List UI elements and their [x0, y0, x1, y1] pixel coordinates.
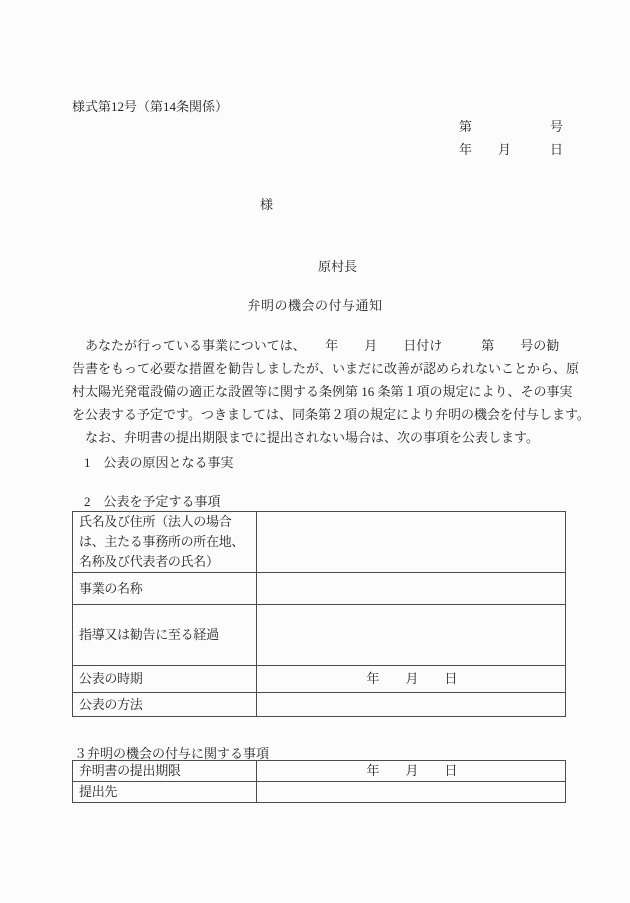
row-value: [257, 512, 566, 573]
table-row-publication-time: [73, 666, 566, 693]
document-number-line: 第 号: [459, 119, 564, 134]
table-row-submission-destination: [73, 782, 566, 803]
body-line-3: 村太陽光発電設備の適正な設置等に関する条例第 16 条第１項の規定により、その事実: [72, 384, 573, 399]
body-line-4: を公表する予定です。つきましては、同条第２項の規定により弁明の機会を付与します。: [72, 407, 590, 422]
table-row-guidance-history: [73, 605, 566, 666]
table-row-statement-deadline: [73, 761, 566, 782]
row-value-date: 年 月 日: [257, 666, 566, 693]
row-value: [257, 605, 566, 666]
row-label: 氏名及び住所（法人の場合は、主たる事務所の所在地、名称及び代表者の氏名）: [73, 512, 257, 573]
document-date-line: 年 月 日: [459, 141, 564, 157]
row-value-date: 年 月 日: [257, 761, 566, 782]
row-label: 公表の時期: [73, 666, 257, 693]
body-line-1: あなたが行っている事業については、 年 月 日付け 第 号の勧: [72, 338, 560, 353]
document-title: 弁明の機会の付与通知: [247, 298, 383, 313]
row-label: 公表の方法: [73, 693, 257, 717]
section-1-heading: 1 公表の原因となる事実: [84, 455, 234, 470]
form-code: 様式第12号（第14条関係）: [72, 99, 229, 114]
row-value: [257, 573, 566, 605]
body-paragraph: [72, 334, 590, 449]
body-line-5: なお、弁明書の提出期限までに提出されない場合は、次の事項を公表します。: [72, 430, 539, 445]
sender-name: 原村長: [318, 259, 358, 274]
table-row-publication-method: [73, 693, 566, 717]
row-value: [257, 782, 566, 803]
section-2-heading: 2 公表を予定する事項: [84, 494, 221, 509]
body-line-2: 告書をもって必要な措置を勧告しましたが、いまだに改善が認められないことから、原: [72, 361, 580, 376]
document-number-block: [459, 116, 569, 161]
addressee-suffix: 様: [260, 197, 274, 212]
row-label: 提出先: [73, 782, 257, 803]
row-label: 事業の名称: [73, 573, 257, 605]
row-value: [257, 693, 566, 717]
publication-table: [72, 511, 566, 717]
table-row-business-name: [73, 573, 566, 605]
statement-table: [72, 760, 566, 803]
row-label: 弁明書の提出期限: [73, 761, 257, 782]
section-3-heading: ３弁明の機会の付与に関する事項: [74, 746, 270, 761]
table-row-name-address: [73, 512, 566, 573]
row-label: 指導又は勧告に至る経過: [73, 605, 257, 666]
